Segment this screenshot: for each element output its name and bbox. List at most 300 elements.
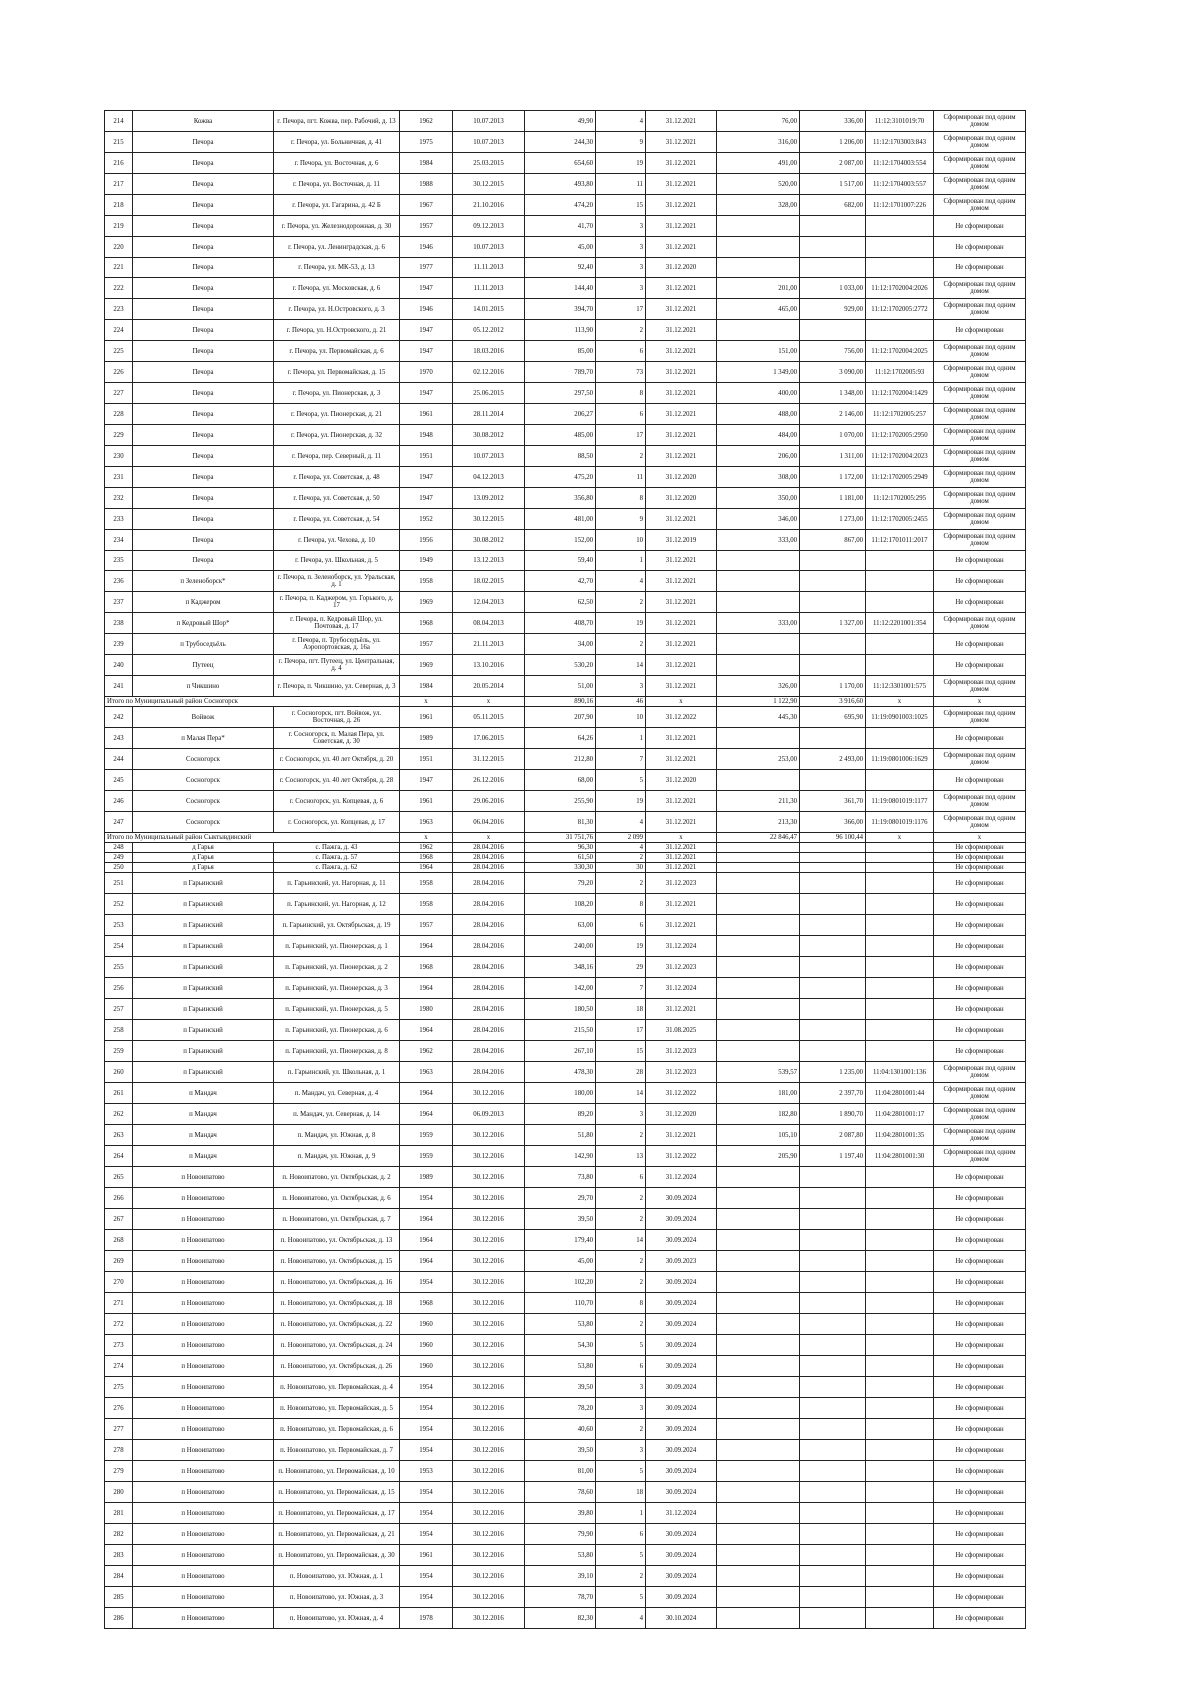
locality: Печора xyxy=(133,488,274,509)
emergency-date: 21.11.2013 xyxy=(453,634,525,655)
build-year: 1964 xyxy=(400,1083,453,1104)
build-year: 1954 xyxy=(400,1524,453,1545)
land-status: Не сформирован xyxy=(934,1272,1026,1293)
resettlement-deadline: 31.12.2021 xyxy=(646,237,717,258)
cadastral-number xyxy=(866,1020,934,1041)
build-year: 1951 xyxy=(400,749,453,770)
resettlement-deadline: 30.09.2024 xyxy=(646,1524,717,1545)
land-status: Не сформирован xyxy=(934,1377,1026,1398)
resettlement-deadline: 31.12.2021 xyxy=(646,728,717,749)
locality: Печора xyxy=(133,216,274,237)
emergency-date: 30.12.2016 xyxy=(453,1566,525,1587)
table-row xyxy=(105,425,1026,446)
residents-count: 2 xyxy=(596,1566,646,1587)
build-year: 1954 xyxy=(400,1398,453,1419)
cadastral-number xyxy=(866,915,934,936)
address: п. Новоипатово, ул. Первомайская, д. 10 xyxy=(274,1461,400,1482)
address: п. Гарьинский, ул. Школьная, д. 1 xyxy=(274,1062,400,1083)
locality: Печора xyxy=(133,509,274,530)
land-area xyxy=(717,1314,800,1335)
residents-count: 73 xyxy=(596,362,646,383)
build-year: 1964 xyxy=(400,1104,453,1125)
address: г. Сосногорск, ул. Копцевая, д. 6 xyxy=(274,791,400,812)
residents-count: 18 xyxy=(596,999,646,1020)
build-year: 1980 xyxy=(400,999,453,1020)
residents-count: 2 xyxy=(596,592,646,613)
plot-area xyxy=(800,1188,866,1209)
land-area: 308,00 xyxy=(717,467,800,488)
row-number: 254 xyxy=(105,936,133,957)
build-year: 1954 xyxy=(400,1587,453,1608)
emergency-date: 30.08.2012 xyxy=(453,425,525,446)
land-status: Не сформирован xyxy=(934,634,1026,655)
resettlement-deadline: 31.12.2021 xyxy=(646,153,717,174)
locality: Войвож xyxy=(133,707,274,728)
residents-count: 3 xyxy=(596,258,646,278)
cadastral-number xyxy=(866,1440,934,1461)
living-area: 485,00 xyxy=(525,425,596,446)
row-number: 262 xyxy=(105,1104,133,1125)
resettlement-deadline: 31.12.2021 xyxy=(646,863,717,873)
land-status: Не сформирован xyxy=(934,915,1026,936)
cadastral-number xyxy=(866,728,934,749)
address: г. Печора, ул. Чехова, д. 10 xyxy=(274,530,400,551)
resettlement-deadline: 30.09.2024 xyxy=(646,1209,717,1230)
residents-count: 2 xyxy=(596,1272,646,1293)
residents-count: 11 xyxy=(596,467,646,488)
living-area: 79,90 xyxy=(525,1524,596,1545)
row-number: 247 xyxy=(105,812,133,833)
cadastral-number xyxy=(866,1293,934,1314)
build-year: 1964 xyxy=(400,1251,453,1272)
table-row xyxy=(105,111,1026,132)
locality: д Гарья xyxy=(133,863,274,873)
land-status: Не сформирован xyxy=(934,999,1026,1020)
build-year: 1964 xyxy=(400,978,453,999)
build-year: 1968 xyxy=(400,613,453,634)
residents-count: 1 xyxy=(596,728,646,749)
land-area xyxy=(717,1293,800,1314)
address: п. Мандач, ул. Северная, д. 4 xyxy=(274,1083,400,1104)
land-area xyxy=(717,1335,800,1356)
locality: п Мандач xyxy=(133,1104,274,1125)
plot-area xyxy=(800,863,866,873)
land-area xyxy=(717,1524,800,1545)
resettlement-deadline: 30.09.2024 xyxy=(646,1419,717,1440)
living-area: 64,26 xyxy=(525,728,596,749)
locality: д Гарья xyxy=(133,853,274,863)
cadastral-number xyxy=(866,1461,934,1482)
plot-area xyxy=(800,237,866,258)
resettlement-deadline: 31.12.2021 xyxy=(646,383,717,404)
cadastral-number: 11:04:2801001:17 xyxy=(866,1104,934,1125)
resettlement-deadline: 31.12.2020 xyxy=(646,488,717,509)
build-year: 1964 xyxy=(400,1020,453,1041)
living-area: 179,40 xyxy=(525,1230,596,1251)
living-area: 654,60 xyxy=(525,153,596,174)
living-area: 330,30 xyxy=(525,863,596,873)
living-area: 348,16 xyxy=(525,957,596,978)
living-area: 206,27 xyxy=(525,404,596,425)
emergency-date: 30.12.2016 xyxy=(453,1377,525,1398)
address: п. Новоипатово, ул. Южная, д. 3 xyxy=(274,1587,400,1608)
living-area: 267,10 xyxy=(525,1041,596,1062)
plot-area: 695,90 xyxy=(800,707,866,728)
resettlement-deadline: 30.09.2024 xyxy=(646,1335,717,1356)
build-year: 1954 xyxy=(400,1419,453,1440)
row-number: 258 xyxy=(105,1020,133,1041)
emergency-date: 30.12.2016 xyxy=(453,1272,525,1293)
land-area: 1 349,00 xyxy=(717,362,800,383)
land-status: Не сформирован xyxy=(934,237,1026,258)
build-year: 1967 xyxy=(400,195,453,216)
cadastral-number xyxy=(866,853,934,863)
table-row xyxy=(105,915,1026,936)
cadastral-number xyxy=(866,770,934,791)
resettlement-deadline: 30.09.2024 xyxy=(646,1545,717,1566)
resettlement-deadline: 31.12.2021 xyxy=(646,853,717,863)
cadastral-number: 11:19:0801006:1629 xyxy=(866,749,934,770)
living-area: 408,70 xyxy=(525,613,596,634)
emergency-date: 30.12.2016 xyxy=(453,1356,525,1377)
residents-count: 6 xyxy=(596,1356,646,1377)
build-year: 1961 xyxy=(400,791,453,812)
cadastral-number xyxy=(866,320,934,341)
living-area: 42,70 xyxy=(525,571,596,592)
land-area: 182,80 xyxy=(717,1104,800,1125)
residents-count: 19 xyxy=(596,153,646,174)
plot-area: 1 197,40 xyxy=(800,1146,866,1167)
land-status: Не сформирован xyxy=(934,1188,1026,1209)
residents-count: 2 xyxy=(596,634,646,655)
locality: Печора xyxy=(133,153,274,174)
row-number: 240 xyxy=(105,655,133,676)
build-year: 1964 xyxy=(400,936,453,957)
emergency-date: 30.12.2016 xyxy=(453,1587,525,1608)
land-area xyxy=(717,551,800,571)
plot-area xyxy=(800,258,866,278)
cadastral-number xyxy=(866,863,934,873)
row-number: 225 xyxy=(105,341,133,362)
land-status: Сформирован под одним домом xyxy=(934,132,1026,153)
table-row xyxy=(105,1293,1026,1314)
living-area: 85,00 xyxy=(525,341,596,362)
land-area xyxy=(717,258,800,278)
land-area xyxy=(717,655,800,676)
land-area xyxy=(717,915,800,936)
build-year: 1947 xyxy=(400,320,453,341)
land-status: Сформирован под одним домом xyxy=(934,383,1026,404)
land-status: Не сформирован xyxy=(934,1587,1026,1608)
land-status: Сформирован под одним домом xyxy=(934,791,1026,812)
build-year: 1954 xyxy=(400,1503,453,1524)
cadastral-number: 11:12:1701011:2017 xyxy=(866,530,934,551)
locality: п Новоипатово xyxy=(133,1272,274,1293)
plot-area xyxy=(800,978,866,999)
living-area: 180,00 xyxy=(525,1083,596,1104)
table-row xyxy=(105,258,1026,278)
table-row xyxy=(105,299,1026,320)
cadastral-number xyxy=(866,1503,934,1524)
plot-area xyxy=(800,1167,866,1188)
address: п. Гарьинский, ул. Нагорная, д. 12 xyxy=(274,894,400,915)
land-status: Сформирован под одним домом xyxy=(934,509,1026,530)
table-row xyxy=(105,812,1026,833)
plot-area xyxy=(800,728,866,749)
row-number: 252 xyxy=(105,894,133,915)
emergency-date: 10.07.2013 xyxy=(453,111,525,132)
resettlement-deadline: 30.09.2024 xyxy=(646,1188,717,1209)
build-year: 1954 xyxy=(400,1482,453,1503)
resettlement-deadline: 30.09.2024 xyxy=(646,1482,717,1503)
table-row xyxy=(105,1020,1026,1041)
residents-count: 1 xyxy=(596,1503,646,1524)
plot-area xyxy=(800,1314,866,1335)
locality: Печора xyxy=(133,278,274,299)
emergency-date: 30.12.2016 xyxy=(453,1167,525,1188)
cadastral-number: 11:12:1702005:257 xyxy=(866,404,934,425)
locality: п Новоипатово xyxy=(133,1377,274,1398)
cadastral-number: 11:12:2201001:354 xyxy=(866,613,934,634)
residents-count: 11 xyxy=(596,174,646,195)
table-row xyxy=(105,1335,1026,1356)
land-status: Сформирован под одним домом xyxy=(934,1083,1026,1104)
plot-area xyxy=(800,1251,866,1272)
row-number: 219 xyxy=(105,216,133,237)
emergency-date: 30.12.2015 xyxy=(453,509,525,530)
row-number: 286 xyxy=(105,1608,133,1629)
emergency-date: 28.04.2016 xyxy=(453,936,525,957)
residents-count: 14 xyxy=(596,1230,646,1251)
build-year: 1962 xyxy=(400,843,453,853)
cadastral-number: 11:12:3101019:70 xyxy=(866,111,934,132)
residents-count: 3 xyxy=(596,278,646,299)
land-area xyxy=(717,634,800,655)
locality: п Новоипатово xyxy=(133,1482,274,1503)
land-status: Не сформирован xyxy=(934,1482,1026,1503)
row-number: 245 xyxy=(105,770,133,791)
address: г. Печора, ул. Восточная, д. 6 xyxy=(274,153,400,174)
row-number: 232 xyxy=(105,488,133,509)
address: г. Печора, ул. Гагарина, д. 42 Б xyxy=(274,195,400,216)
plot-area: 2 397,70 xyxy=(800,1083,866,1104)
resettlement-deadline: 31.12.2020 xyxy=(646,258,717,278)
build-year: 1947 xyxy=(400,770,453,791)
table-row xyxy=(105,216,1026,237)
cadastral-number: 11:12:1702005:2455 xyxy=(866,509,934,530)
locality: п Новоипатово xyxy=(133,1335,274,1356)
address: г. Печора, п. Каджером, ул. Горького, д. 17 xyxy=(274,592,400,613)
land-area: 201,00 xyxy=(717,278,800,299)
build-year: 1984 xyxy=(400,676,453,697)
cadastral-number xyxy=(866,1251,934,1272)
land-area xyxy=(717,1209,800,1230)
table-row xyxy=(105,613,1026,634)
land-status: Сформирован под одним домом xyxy=(934,404,1026,425)
locality: Печора xyxy=(133,362,274,383)
locality: п Новоипатово xyxy=(133,1545,274,1566)
row-number: 251 xyxy=(105,873,133,894)
land-area xyxy=(717,853,800,863)
cadastral-number: 11:12:3301001:575 xyxy=(866,676,934,697)
locality: Сосногорск xyxy=(133,770,274,791)
land-status: x xyxy=(934,697,1026,707)
emergency-date: 05.11.2015 xyxy=(453,707,525,728)
plot-area: 1 181,00 xyxy=(800,488,866,509)
land-status: Сформирован под одним домом xyxy=(934,1062,1026,1083)
plot-area xyxy=(800,655,866,676)
row-number: 274 xyxy=(105,1356,133,1377)
living-area: 113,90 xyxy=(525,320,596,341)
land-area xyxy=(717,1272,800,1293)
living-area: 51,00 xyxy=(525,676,596,697)
land-area xyxy=(717,1251,800,1272)
resettlement-deadline: 31.12.2024 xyxy=(646,1503,717,1524)
resettlement-deadline: 30.09.2024 xyxy=(646,1566,717,1587)
living-area: 39,50 xyxy=(525,1440,596,1461)
row-number: 217 xyxy=(105,174,133,195)
cadastral-number xyxy=(866,571,934,592)
land-status: Не сформирован xyxy=(934,1524,1026,1545)
plot-area xyxy=(800,1440,866,1461)
living-area: 59,40 xyxy=(525,551,596,571)
address: п. Новоипатово, ул. Первомайская, д. 4 xyxy=(274,1377,400,1398)
row-number: 236 xyxy=(105,571,133,592)
table-row xyxy=(105,1440,1026,1461)
resettlement-deadline: 30.09.2024 xyxy=(646,1314,717,1335)
plot-area: 1 033,00 xyxy=(800,278,866,299)
emergency-date: 28.04.2016 xyxy=(453,873,525,894)
land-status: Сформирован под одним домом xyxy=(934,707,1026,728)
locality: Печора xyxy=(133,299,274,320)
table-row xyxy=(105,1041,1026,1062)
plot-area xyxy=(800,1020,866,1041)
cadastral-number xyxy=(866,978,934,999)
resettlement-deadline: 31.12.2021 xyxy=(646,174,717,195)
plot-area: 361,70 xyxy=(800,791,866,812)
resettlement-deadline: x xyxy=(646,833,717,843)
land-area xyxy=(717,978,800,999)
row-number: 234 xyxy=(105,530,133,551)
land-status: Не сформирован xyxy=(934,1209,1026,1230)
emergency-date: 26.12.2016 xyxy=(453,770,525,791)
plot-area xyxy=(800,551,866,571)
row-number: 238 xyxy=(105,613,133,634)
resettlement-deadline: 31.12.2022 xyxy=(646,1146,717,1167)
row-number: 285 xyxy=(105,1587,133,1608)
plot-area xyxy=(800,1608,866,1629)
residents-count: 3 xyxy=(596,1104,646,1125)
land-status: Не сформирован xyxy=(934,728,1026,749)
cadastral-number xyxy=(866,1398,934,1419)
resettlement-deadline: 31.12.2021 xyxy=(646,749,717,770)
resettlement-deadline: 31.12.2021 xyxy=(646,362,717,383)
plot-area xyxy=(800,592,866,613)
address: п. Новоипатово, ул. Первомайская, д. 17 xyxy=(274,1503,400,1524)
address: п. Новоипатово, ул. Октябрьская, д. 26 xyxy=(274,1356,400,1377)
locality: Сосногорск xyxy=(133,812,274,833)
locality: п Новоипатово xyxy=(133,1524,274,1545)
land-area xyxy=(717,237,800,258)
residents-count: 2 xyxy=(596,446,646,467)
locality: п Трубоседъёль xyxy=(133,634,274,655)
locality: п Гарьинский xyxy=(133,999,274,1020)
build-year: x xyxy=(400,697,453,707)
land-area xyxy=(717,1608,800,1629)
table-row xyxy=(105,957,1026,978)
cadastral-number xyxy=(866,592,934,613)
residents-count: 10 xyxy=(596,530,646,551)
summary-label: Итого по Муниципальный район Сосногорск xyxy=(105,697,400,707)
table-row xyxy=(105,1461,1026,1482)
build-year: 1984 xyxy=(400,153,453,174)
table-row xyxy=(105,1062,1026,1083)
land-area xyxy=(717,873,800,894)
resettlement-deadline: 31.12.2021 xyxy=(646,676,717,697)
address: г. Печора, ул. Н.Островского, д. 3 xyxy=(274,299,400,320)
cadastral-number: 11:19:0801019:1176 xyxy=(866,812,934,833)
emergency-date: 30.12.2016 xyxy=(453,1230,525,1251)
address: п. Новоипатово, ул. Октябрьская, д. 2 xyxy=(274,1167,400,1188)
land-status: Не сформирован xyxy=(934,863,1026,873)
locality: п Новоипатово xyxy=(133,1230,274,1251)
emergency-date: 10.07.2013 xyxy=(453,446,525,467)
table-row xyxy=(105,707,1026,728)
row-number: 266 xyxy=(105,1188,133,1209)
address: г. Печора, пер. Северный, д. 11 xyxy=(274,446,400,467)
residents-count: 15 xyxy=(596,195,646,216)
land-status: Не сформирован xyxy=(934,1419,1026,1440)
row-number: 253 xyxy=(105,915,133,936)
residents-count: 5 xyxy=(596,1461,646,1482)
resettlement-deadline: 31.12.2021 xyxy=(646,341,717,362)
table-row xyxy=(105,551,1026,571)
living-area: 481,00 xyxy=(525,509,596,530)
residents-count: 1 xyxy=(596,551,646,571)
plot-area: 2 146,00 xyxy=(800,404,866,425)
table-row xyxy=(105,1419,1026,1440)
land-area xyxy=(717,1587,800,1608)
emergency-date: 30.12.2016 xyxy=(453,1251,525,1272)
land-area xyxy=(717,1041,800,1062)
table-row xyxy=(105,1482,1026,1503)
residents-count: 6 xyxy=(596,915,646,936)
table-row xyxy=(105,237,1026,258)
plot-area xyxy=(800,1272,866,1293)
locality: п Новоипатово xyxy=(133,1209,274,1230)
living-area: 152,00 xyxy=(525,530,596,551)
resettlement-deadline: 30.09.2024 xyxy=(646,1440,717,1461)
cadastral-number xyxy=(866,258,934,278)
emergency-date: 13.12.2013 xyxy=(453,551,525,571)
cadastral-number: 11:12:1702005:93 xyxy=(866,362,934,383)
plot-area xyxy=(800,216,866,237)
address: г. Печора, ул. Первомайская, д. 6 xyxy=(274,341,400,362)
land-area: 400,00 xyxy=(717,383,800,404)
build-year: 1954 xyxy=(400,1566,453,1587)
cadastral-number xyxy=(866,634,934,655)
residents-count: 8 xyxy=(596,894,646,915)
resettlement-deadline: 31.12.2019 xyxy=(646,530,717,551)
living-area: 890,16 xyxy=(525,697,596,707)
row-number: 235 xyxy=(105,551,133,571)
build-year: 1958 xyxy=(400,873,453,894)
table-row xyxy=(105,509,1026,530)
land-area xyxy=(717,1167,800,1188)
land-status: Не сформирован xyxy=(934,571,1026,592)
land-status: Не сформирован xyxy=(934,1566,1026,1587)
residents-count: 4 xyxy=(596,812,646,833)
